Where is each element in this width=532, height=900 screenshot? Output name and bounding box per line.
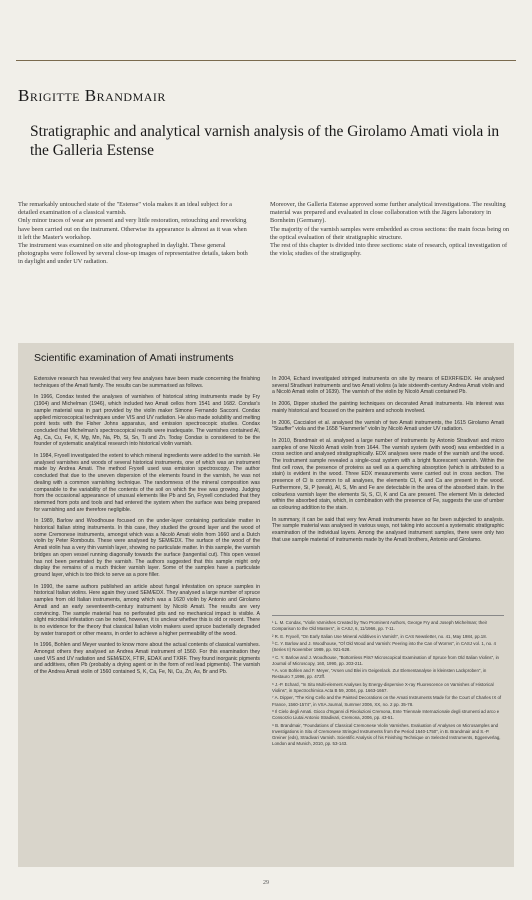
box-paragraph: In 1984, Fryxell investigated the extent to which mineral ingredients were added to the varnish. He analysed varnishes and woods of several historical instruments, one of which was an instrument made by Andrea Amati. The method Fryxell used was emission spectroscopy. The author concluded that due to the uneven dispersion of the elements found in the varnish, he was not dealing with a common varnishing technique. The randomness of the mineral composition was comparable to the variability of the contents of the soil on which the tree was growing. Judging from the occasional appearance of unusual elements like Pb and Sn, Fryxell concluded that they stemmed from pots and tools and had entered the system when the surface was being prepared for varnishing and are therefore negligible. xyxy=(34,453,260,513)
intro-paragraph: Moreover, the Galleria Estense approved some further analytical investigations. The resulting material was prepared and evaluated in close collaboration with the Jägers laboratory in Bornheim (Germany). xyxy=(270,201,506,225)
footnote: ⁵ A. von Bohlen and F. Meyer, "Arsen und Blei im Geigenlack. Zur Elementanalyse in kleinsten Lackproben", in Restauro 7,1996, pp. 472ff. xyxy=(272,668,487,680)
box-paragraph: In 2006, Caccialori et al. analysed the varnish of two Amati instruments, the 1615 Girolamo Amati "Stauffer" viola and the 1658 "Hammerle" violin by Nicolò Amati under UV radiation. xyxy=(272,419,504,433)
author-name: Brigitte Brandmair xyxy=(18,86,166,105)
box-left-column xyxy=(34,376,260,681)
page-number: 29 xyxy=(263,880,269,886)
footnote: ⁸ Il Cielo degli Amati. Gioco d'Inganni di Rivoluzioni Cremona, Ente Triennale Internazionale degli strumenti ad arco e Consorzio Liutai Antonio Stradivari, Cremona, 2006, pp. 43-51. xyxy=(272,708,500,721)
article-title: Stratigraphic and analytical varnish analysis of the Girolamo Amati viola in the Galleria Estense xyxy=(30,123,500,159)
box-paragraph: In 2006, Dipper studied the painting techniques on decorated Amati instruments. His interest was mainly historical and focused on the painters and schools involved. xyxy=(272,401,504,414)
box-paragraph: In 1989, Barlow and Woodhouse focused on the under-layer containing particulate matter in historical Italian string instruments. In this case, they studied the ground layer and the wood of some Cremonese instruments, amongst which was a Nicolò Amati violin from 1660 and a Dutch violin by Peter Rombouts. These were analysed by SEM/EDX. The surface of the wood of the Amati violin has a very thin varnish layer, showing no particulate matter. In this sample, the varnish bridges an open vessel running diagonally towards the surface (tangential cut). This open vessel has not been penetrated by the varnish. The authors suggested that this sample might only display the remains of a much thicker varnish layer. Some of the samples have a particulate ground layer, which is too thick to serve as a pore filler. xyxy=(34,518,260,578)
footnotes-rule xyxy=(272,615,504,616)
box-paragraph: Extensive research has revealed that very few analyses have been made concerning the finishing techniques of the Amati family. The results can be summarised as follows. xyxy=(34,376,260,389)
intro-paragraph: Only minor traces of wear are present and very little restoration, retouching and reworking have been carried out on the instrument. Otherwise its appearance is almost as it was when it left the Master's workshop. xyxy=(18,217,247,241)
box-paragraph: In 2004, Echard investigated stringed instruments on site by means of EDXRF/EDX. He analysed several Stradivari instruments and two Amati violins (a late sixteenth-century Andrea Amati violin and a Nicolò Amati violin of 1639). The varnish of the violin by Nicolò Amati contained Pb. xyxy=(272,376,504,396)
box-paragraph: In 1990, the same authors published an article about fungal infestation on spruce samples in historical Italian violins. Here again they used SEM/EDX. They analysed a large number of spruce samples from old Italian instruments, among which was a 1620 violin by Antonio and Girolamo Amati and an early seventeenth-century instrument by Nicolò Amati. The results are very convincing. The sample material has no perforated pits and no mechanical impact is visible. A slight microbial infestation can be noted, however, it is unclear whether this is old or recent. There is no evidence for the theory that classical Italian violin makers used spruce bacterially degraded by water transport or other means, in order to achieve a higher permeability of the wood. xyxy=(34,583,260,637)
footnote: ³ C. Y. Barlow and J. Woodhouse, "Of Old Wood and Varnish: Peering into the Can of Worms", in CASJ vol. 1, no. 4 (Series II) November 1989, pp. 921-528. xyxy=(272,640,496,653)
intro-right-column xyxy=(270,201,510,258)
box-paragraph: In 2010, Brandmair et al. analysed a large number of instruments by Antonio Stradivari and micro samples of one Nicolò Amati violin from 1644. The varnish system (with wood) was embedded in a cross section and analysed stratigraphically. EDX analyses were made of the varnish and the wood. The instrument sample revealed a single-coat system with a bright fluorescent varnish. Within the first cell rows, the presence of proteins as well as a quenching absorption (which is attributed to a stain) is evident in the wood. Three EDX measurements were carried out in cross section. The presence of Cl is common to all analyses, the elements Cl, K and Ca are present in the wood. Furthermore, Si, P (weak), Al, S, Mn and Fe are detectable in the area of the absorbed stain. In the colourless varnish layer the elements Si, S, Cl, K and Ca are present. The element Mn is detected within the absorbed stain, which, in combination with the presence of Fe, suggests the use of umber as colouring addition to the stain. xyxy=(272,437,504,511)
box-paragraph: In 1966, Condax tested the analyses of varnishes of historical string instruments made by Fry (1904) and Michelman (1946), which included two Amati cellos from 1541 and 1682. Condax's sample material was in part provided by the violin maker Simone Fernando Sacconi. Condax applied microscopical techniques under VIS and UV radiation. He also made solubility and melting point tests with the Fisher Johns apparatus, and emission spectroscopic studies. Condax concluded that Michelman's spectroscopical results were inadequate. The varnishes contained Al, Ag, Ca, Cu, Fe, K, Mg, Mn, Na, Pb, Si, Sn, Ti and Zn. Today Condax is considered to be the founder of systematic analytical research into historical violin varnish. xyxy=(34,394,260,448)
intro-paragraph: The instrument was examined on site and photographed in daylight. These general photographs were followed by several close-up images of representative details, taken both in daylight and under UV radiation. xyxy=(18,242,248,266)
box-right-column xyxy=(272,376,504,548)
header-rule xyxy=(16,60,516,61)
footnote: ² R. E. Fryxell, "On Early Italian Use Mineral Additives in Varnish", in CAS Newsletter, no. 41, May 1984, pp.18. xyxy=(272,633,487,639)
footnote: ⁴ C. Y. Barlow and J. Woodhouse, "Bottomless Pits? Microscopical Examination of Spruce from Old Italian Violins", in Journal of Microscopy, 160, 1990, pp. 203-211. xyxy=(272,654,499,666)
footnote: ⁷ A. Dipper, "The King Cello and the Painted Decorations on the Amati Instruments Made for the Court of Charles IX of France, 1560-1574", in VSA Journal, Summer 2006, XX, no. 2 pp. 35-78. xyxy=(272,695,502,707)
footnotes xyxy=(272,620,504,749)
box-heading: Scientific examination of Amati instruments xyxy=(34,352,234,364)
intro-left-column xyxy=(18,201,250,267)
intro-paragraph: The rest of this chapter is divided into three sections: state of research, optical investigation of the viola; studies of the stratigraphy. xyxy=(270,242,508,258)
footnote: ⁶ J.-P. Echard, "In Situ Multi-element Analyses by Energy-dispersive X-ray Fluorescence on Varnishes of Historical Violins", in Spectrochimica Acta B 59, 2004, pp. 1663-1667. xyxy=(272,681,494,693)
intro-paragraph: The remarkably untouched state of the "Estense" viola makes it an ideal subject for a detailed examination of a classical varnish. xyxy=(18,201,232,217)
footnote: ⁹ B. Brandmair, "Foundations of Classical Cremonese Violin Varnishes. Evaluation of Analyses on Microsamples and Investigations in Situ of Cremonese Stringed Instruments from the Period 1640-1750", in B. Brandmair and S.-P. Greiner (eds), Stradivari Varnish. Scientific Analysis of his Finishing Technique on Selected Instruments, Eggenverlag, London and Munich, 2010, pp. 53-143. xyxy=(272,722,501,747)
intro-paragraph: The majority of the varnish samples were embedded as cross sections: the main focus being on the optical evaluation of their stratigraphic structure. xyxy=(270,225,510,241)
box-paragraph: In 1996, Bohlen and Meyer wanted to know more about the actual contents of classical varnishes. Amongst others they analysed an Andrea Amati instrument of 1560. For this examination they used VIS and UV radiation and SEM/EDX, FTIR, EDAX and TXRF. They found inorganic pigments and additives, often Pb (probably a drying agent or in the form of red lead pigments). The varnish of the Andrea Amati violin of 1560 contained S, K, Ca, Fe, Ni, Cu, Zn, As, Br and Pb. xyxy=(34,642,260,676)
box-paragraph: In summary, it can be said that very few Amati instruments have so far been subjected to analysis. The sample material was analysed in various ways, not taking into account a systematic stratigraphic examination of the individual layers. Among the analysed instrument samples, there were only two that use sample material of instruments made by the Amati brothers, Antonio and Girolamo. xyxy=(272,516,504,543)
footnote: ¹ L. M. Condax, "Violin Varnishes Created by Two Prominent Authors, George Fry and Joseph Michelman; their Comparison to the Old Masters", in CASJ, 6, 11/1966, pp. 7-11. xyxy=(272,620,488,632)
